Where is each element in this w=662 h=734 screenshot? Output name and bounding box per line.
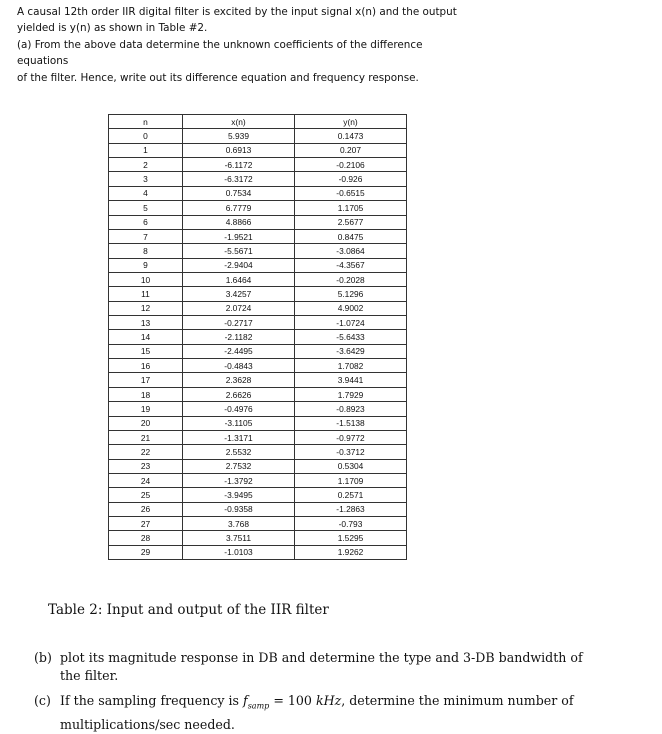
y-cell: -0.9772 [295,430,407,444]
y-cell: 0.2571 [295,488,407,502]
table-row [109,387,407,401]
x-cell: -0.4843 [183,359,295,373]
f-symbol: f [243,693,248,708]
intro-line-1: A causal 12th order IIR digital filter is excited by the input signal x(n) and the output [17,6,457,18]
n-cell: 26 [109,502,183,516]
y-cell: 1.5295 [295,531,407,545]
n-cell: 14 [109,330,183,344]
y-cell: 1.7929 [295,387,407,401]
x-cell: 5.939 [183,129,295,143]
y-cell: -0.8923 [295,402,407,416]
table-row [109,244,407,258]
x-cell: 2.7532 [183,459,295,473]
intro-line-3: (a) From the above data determine the unknown coefficients of the difference equations [17,38,423,68]
table-row [109,445,407,459]
table-row [109,531,407,545]
header-y: y(n) [295,115,407,129]
table-body [109,129,407,560]
n-cell: 5 [109,201,183,215]
table-row [109,143,407,157]
n-cell: 17 [109,373,183,387]
y-cell: 1.1709 [295,473,407,487]
table-row [109,473,407,487]
x-cell: -6.1172 [183,158,295,172]
n-cell: 7 [109,229,183,243]
y-cell: 0.8475 [295,229,407,243]
y-cell: 0.5304 [295,459,407,473]
frequency-value: 100 [287,693,312,708]
y-cell: -0.2028 [295,272,407,286]
question-b-label: (b) [34,650,52,665]
n-cell: 28 [109,531,183,545]
table-row [109,129,407,143]
intro-line-4: of the filter. Hence, write out its difference equation and frequency response. [17,71,419,84]
n-cell: 23 [109,459,183,473]
table-row [109,272,407,286]
table-row [109,201,407,215]
x-cell: -2.9404 [183,258,295,272]
question-c-label: (c) [34,693,51,708]
x-cell: -2.4495 [183,344,295,358]
f-subscript: samp [247,701,270,711]
header-x: x(n) [183,115,295,129]
y-cell: -0.2106 [295,158,407,172]
y-cell: -1.0724 [295,316,407,330]
x-cell: 6.7779 [183,201,295,215]
question-c-text-before: If the sampling frequency is [60,693,240,708]
header-n: n [109,115,183,129]
x-cell: -1.9521 [183,229,295,243]
x-cell: -1.0103 [183,545,295,559]
y-cell: -0.6515 [295,186,407,200]
n-cell: 0 [109,129,183,143]
x-cell: 3.768 [183,517,295,531]
n-cell: 24 [109,473,183,487]
y-cell: 1.1705 [295,201,407,215]
table-row [109,488,407,502]
n-cell: 22 [109,445,183,459]
n-cell: 19 [109,402,183,416]
table-header-row [109,115,407,129]
table-row [109,186,407,200]
io-data-table [108,114,407,560]
x-cell: -1.3171 [183,430,295,444]
n-cell: 3 [109,172,183,186]
y-cell: -0.926 [295,172,407,186]
y-cell: -3.6429 [295,344,407,358]
n-cell: 9 [109,258,183,272]
y-cell: -4.3567 [295,258,407,272]
y-cell: 0.1473 [295,129,407,143]
y-cell: -1.2863 [295,502,407,516]
x-cell: 2.3628 [183,373,295,387]
table-row [109,258,407,272]
n-cell: 4 [109,186,183,200]
x-cell: -5.5671 [183,244,295,258]
table-row [109,316,407,330]
x-cell: -6.3172 [183,172,295,186]
table-row [109,416,407,430]
n-cell: 13 [109,316,183,330]
table-row [109,402,407,416]
table-row [109,502,407,516]
question-b [34,649,634,685]
x-cell: 2.0724 [183,301,295,315]
problem-intro [17,4,477,86]
table-row [109,545,407,559]
x-cell: 4.8866 [183,215,295,229]
y-cell: -1.5138 [295,416,407,430]
y-cell: 1.9262 [295,545,407,559]
x-cell: 3.4257 [183,287,295,301]
table-row [109,158,407,172]
y-cell: -0.3712 [295,445,407,459]
x-cell: -1.3792 [183,473,295,487]
table-row [109,229,407,243]
y-cell: 0.207 [295,143,407,157]
n-cell: 8 [109,244,183,258]
x-cell: -0.4976 [183,402,295,416]
n-cell: 2 [109,158,183,172]
question-c [34,692,634,734]
x-cell: 1.6464 [183,272,295,286]
x-cell: -3.1105 [183,416,295,430]
table-row [109,330,407,344]
n-cell: 12 [109,301,183,315]
x-cell: 0.6913 [183,143,295,157]
n-cell: 10 [109,272,183,286]
table-row [109,172,407,186]
n-cell: 11 [109,287,183,301]
y-cell: 1.7082 [295,359,407,373]
question-b-line-2: the filter. [60,668,119,683]
intro-line-2: yielded is y(n) as shown in Table #2. [17,22,208,35]
x-cell: 3.7511 [183,531,295,545]
table-row [109,359,407,373]
question-b-line-1: plot its magnitude response in DB and determine the type and 3-DB bandwidth of [60,650,583,665]
frequency-unit: kHz [315,693,342,708]
x-cell: -3.9495 [183,488,295,502]
table-row [109,459,407,473]
y-cell: 2.5677 [295,215,407,229]
table-row [109,344,407,358]
n-cell: 21 [109,430,183,444]
n-cell: 20 [109,416,183,430]
n-cell: 27 [109,517,183,531]
n-cell: 16 [109,359,183,373]
y-cell: -3.0864 [295,244,407,258]
question-c-line-2: multiplications/sec needed. [60,716,235,732]
x-cell: -0.2717 [183,316,295,330]
y-cell: 3.9441 [295,373,407,387]
f-samp-symbol [243,693,270,711]
n-cell: 29 [109,545,183,559]
x-cell: 0.7534 [183,186,295,200]
x-cell: -0.9358 [183,502,295,516]
question-c-text-after: , determine the minimum number of [341,693,574,708]
x-cell: 2.6626 [183,387,295,401]
n-cell: 15 [109,344,183,358]
y-cell: 5.1296 [295,287,407,301]
table-row [109,373,407,387]
y-cell: -0.793 [295,517,407,531]
y-cell: 4.9002 [295,301,407,315]
table-row [109,301,407,315]
table-row [109,215,407,229]
table-row [109,430,407,444]
table-row [109,287,407,301]
equals-sign: = [273,693,284,708]
n-cell: 18 [109,387,183,401]
y-cell: -5.6433 [295,330,407,344]
x-cell: 2.5532 [183,445,295,459]
table-row [109,517,407,531]
n-cell: 6 [109,215,183,229]
n-cell: 1 [109,143,183,157]
table-caption: Table 2: Input and output of the IIR filter [48,602,329,618]
n-cell: 25 [109,488,183,502]
x-cell: -2.1182 [183,330,295,344]
